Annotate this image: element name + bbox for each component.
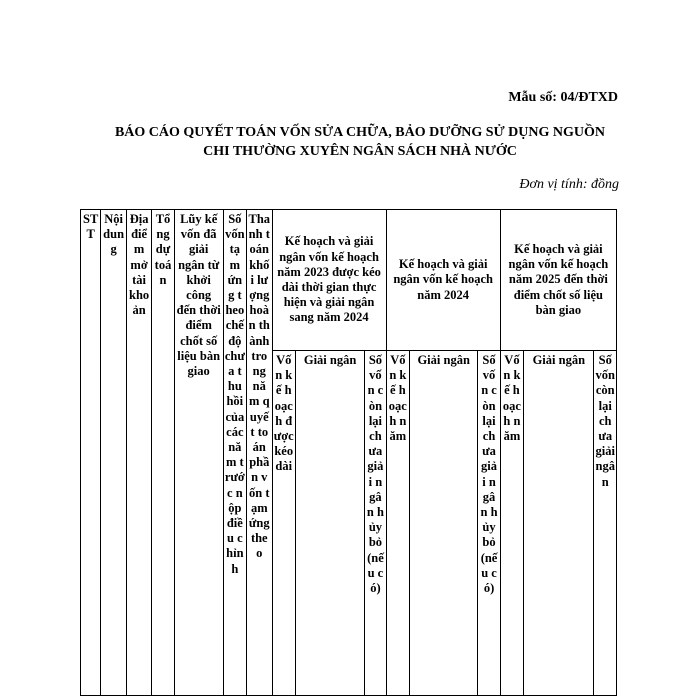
form-number: Mẫu số: 04/ĐTXD — [508, 90, 618, 105]
header-advance-outstanding: Số vốn tạm ứng theo chế độ chưa thu hồi của các năm trước nộp điều chỉnh — [223, 210, 246, 696]
subheader-2024-plan: Vốn kế hoạch năm — [386, 351, 409, 696]
subheader-2025-disbursed: Giải ngân — [524, 351, 594, 696]
group-header-2023: Kế hoạch và giải ngân vốn kế hoạch năm 2023 được kéo dài thời gian thực hiện và giải ngân sang năm 2024 — [272, 210, 386, 351]
subheader-2025-plan: Vốn kế hoạch năm — [500, 351, 523, 696]
report-title-line-2: CHI THƯỜNG XUYÊN NGÂN SÁCH NHÀ NƯỚC — [203, 144, 517, 159]
settlement-table — [80, 209, 617, 696]
subheader-2025-remaining: Số vốn còn lại chưa giải ngân — [594, 351, 617, 696]
header-settlement: Thanh toán khối lượng hoàn thành trong năm quyết toán phần vốn tạm ứng theo — [247, 210, 272, 696]
subheader-2023-remaining: Số vốn còn lại chưa giải ngân hủy bỏ (nếu có) — [365, 351, 386, 696]
report-title — [60, 123, 660, 161]
unit-label: Đơn vị tính: đồng — [519, 177, 619, 192]
header-cumulative: Lũy kế vốn đã giải ngân từ khởi công đến thời điểm chốt số liệu bàn giao — [174, 210, 223, 696]
group-header-2025: Kế hoạch và giải ngân vốn kế hoạch năm 2025 đến thời điểm chốt số liệu bàn giao — [500, 210, 616, 351]
subheader-2023-plan: Vốn kế hoạch được kéo dài — [272, 351, 295, 696]
subheader-2023-disbursed: Giải ngân — [295, 351, 364, 696]
report-title-line-1: BÁO CÁO QUYẾT TOÁN VỐN SỬA CHỮA, BẢO DƯỠNG SỬ DỤNG NGUỒN — [114, 125, 606, 140]
header-content: Nội dung — [101, 210, 126, 696]
subheader-2024-remaining: Số vốn còn lại chưa giải ngân hủy bỏ (nếu có) — [478, 351, 500, 696]
subheader-2024-disbursed: Giải ngân — [410, 351, 478, 696]
header-total-estimate: Tổng dự toán — [152, 210, 174, 696]
group-header-2024: Kế hoạch và giải ngân vốn kế hoạch năm 2024 — [386, 210, 500, 351]
header-row-1 — [81, 210, 617, 351]
header-location: Địa điểm mở tài khoản — [126, 210, 151, 696]
header-stt: STT — [81, 210, 101, 696]
